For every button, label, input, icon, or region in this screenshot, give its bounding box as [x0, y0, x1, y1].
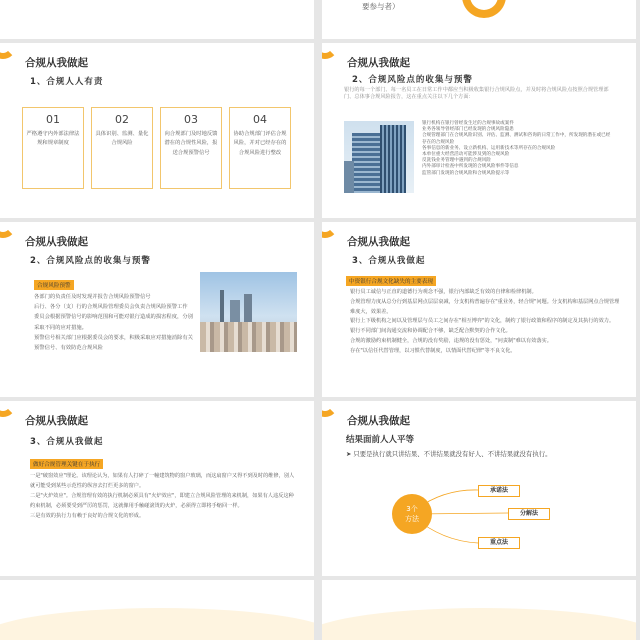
intro-text: 银行的每一个部门、每一名员工在日常工作中都应当积极收集银行合规风险点，并及时将合规风险点按照合规管理部门、总体事合规风险报告，这在重点关注以下几个方面： — [344, 87, 609, 100]
page-title: 合规从我做起 — [25, 236, 88, 248]
slide-risk-collection-list[interactable] — [322, 43, 636, 218]
list-item: 业务各领导曾经部门已经发现的合规风险隐患 — [422, 127, 514, 133]
slide-2-partial[interactable] — [322, 0, 636, 39]
section-subtitle: 3、合规从我做起 — [30, 437, 104, 447]
execution-paragraphs — [30, 471, 298, 521]
list-item: 内外部审计检查中所发现的合规风险事件等信息 — [422, 164, 519, 170]
bullet-icon: ➤ — [346, 450, 354, 458]
results-text: 只要是执行就只讲结果、不讲结果就没有好人、不讲结果就没有执行。 — [353, 450, 552, 458]
responsibility-card — [229, 107, 291, 189]
culture-paragraphs — [350, 288, 622, 357]
section-subtitle: 2、合规风险点的收集与预警 — [30, 256, 151, 266]
top-right-text: 要参与者） — [362, 2, 400, 11]
list-item: 反洗钱业务管理中遇到的合规风险 — [422, 158, 491, 164]
method-pill-focus[interactable]: 重点法 — [478, 537, 520, 549]
responsibility-card — [22, 107, 84, 189]
circle-line2: 方法 — [405, 515, 419, 523]
section-subtitle: 1、合规人人有责 — [30, 77, 104, 87]
page-title: 合规从我做起 — [25, 415, 88, 427]
paragraph: 存在"以信任代替管理，以习惯代替制度，以情面代替纪律"等不良文化。 — [350, 347, 516, 354]
method-pill-decomposition[interactable]: 分解法 — [508, 508, 550, 520]
warning-paragraphs — [34, 292, 194, 353]
risk-list — [422, 121, 612, 177]
section-subtitle: 3、合规从我做起 — [352, 256, 426, 266]
paragraph: 银行上下级机构之间以及管理层与员工之间存在"相互博弈"的文化，制约了银行政策和程序的制定及其执行的效力。 — [350, 318, 615, 325]
page-title: 合规从我做起 — [347, 415, 410, 427]
circle-line1: 3个 — [406, 505, 418, 513]
page-title: 合规从我做起 — [347, 57, 410, 69]
list-item: 银行机构在银行曾经发生过的合规事故或案件 — [422, 121, 514, 126]
paragraph: 后行、各分（支）行的合规风险管理委员会负责合规风险预警工作 — [34, 304, 188, 311]
paragraph: 合规管理力度从总分行到基层网点层层衰减，分支机构普遍存在"重业务，轻合规"问题。分支机构和基层网点合规管理难度大，效果差。 — [350, 298, 620, 315]
bottom-wave-decoration — [0, 608, 314, 640]
slide-bottom-right-partial[interactable] — [322, 580, 636, 640]
responsibility-card — [91, 107, 153, 189]
paragraph: 三是有效的执行力有赖于良好的合规文化的形成。 — [30, 513, 145, 519]
corner-arc-icon — [0, 401, 16, 417]
slide-results-equality[interactable] — [322, 401, 636, 576]
slide-execution[interactable] — [0, 401, 314, 576]
responsibility-card — [160, 107, 222, 189]
card-text: 严格遵守内外部法律法规和规章制度 — [26, 131, 80, 147]
card-text: 协助合规部门评估合规风险，并对已经存在的合规风险进行整改 — [233, 131, 287, 156]
list-item: 监管部门发现的合规风险和合规风险提示等 — [422, 170, 510, 176]
bottom-wave-decoration — [322, 608, 636, 640]
slide-bottom-left-partial[interactable] — [0, 580, 314, 640]
slide-1-partial[interactable] — [0, 0, 314, 39]
method-pill-commitment[interactable]: 承诺法 — [478, 485, 520, 497]
section-tag: 做好合规管理关键在于执行 — [30, 459, 103, 469]
building-photo — [344, 121, 414, 193]
corner-arc-icon — [0, 43, 16, 59]
card-number: 02 — [115, 113, 129, 126]
card-number: 03 — [184, 113, 198, 126]
card-text: 向合规部门及时地反馈潜在的合规性风险，报送合规预警信号 — [164, 131, 218, 156]
paragraph: 委员会根据预警信号的影响范围和可能对银行造成的损害程度，分别采取不同的应对措施。 — [34, 314, 193, 331]
paragraph: 合规的激励约束机制健全，合规的没有奖励，违规的没有惩处，"问责制"难以有效落实。 — [350, 337, 552, 344]
section-tag: 合规风险预警 — [34, 280, 74, 290]
card-number: 01 — [46, 113, 60, 126]
paragraph: 二是"火炉效应"。合规管理有效的执行机制必须具有"火炉效应"，即建立合规风险管理的来机制，如果有人违反这种约束机制，必须要受到严厉的惩罚，这就像用手触碰滚烫的火炉，必须得立即将手缩回一样。 — [30, 493, 294, 509]
slide-compliance-culture[interactable] — [322, 222, 636, 397]
list-item: 各事信息的新业务、设立新机构、运用新技术等所存在的合规风险 — [422, 145, 556, 151]
section-subtitle: 结果面前人人平等 — [346, 435, 415, 445]
section-subtitle: 2、合规风险点的收集与预警 — [352, 75, 473, 85]
list-item: 本单位重大经营活动可能涉及到的合规风险 — [422, 152, 510, 158]
card-text: 具体识别、监测、量化合规风险 — [95, 131, 149, 147]
paragraph: 银行不同部门间沟通交流和协调配合不够，缺乏配合默契的合作文化。 — [350, 328, 511, 335]
list-item: 合规管理部门在合规风险识别、评估、监测、测试和咨询的日常工作中，所发现的潜在或已经存在的合规风险 — [422, 133, 611, 145]
page-title: 合规从我做起 — [347, 236, 410, 248]
slide-risk-warning[interactable] — [0, 222, 314, 397]
paragraph: 预警信号相关部门应根据委员会的要求，积极采取应对措施消除有关预警信号、有效防范合规风险 — [34, 334, 193, 352]
three-methods-circle — [392, 494, 432, 534]
paragraph: 银行员工诚信与正直的道德行为观念不强，银行内部缺乏有效的自律和检律机制。 — [350, 289, 537, 295]
card-number: 04 — [253, 113, 267, 126]
section-tag: 中资银行合规文化缺失的主要表现 — [346, 276, 436, 286]
slide-responsibility[interactable] — [0, 43, 314, 218]
page-title: 合规从我做起 — [25, 57, 88, 69]
city-photo — [200, 272, 297, 352]
orange-arc-decoration — [462, 0, 506, 18]
paragraph: 各部门的负责任及时发现并报告合规风险预警信号 — [34, 294, 151, 300]
corner-arc-icon — [0, 222, 16, 238]
corner-arc-icon — [322, 43, 338, 59]
paragraph: 一是"破窗效应"理论。该理论认为，如果有人打碎了一幢建筑物的窗户玻璃，而这扇窗户又得不到及时的维修，别人就可能受到某些示范性的纵容去打烂更多的窗户。 — [30, 473, 295, 489]
corner-arc-icon — [322, 222, 338, 238]
